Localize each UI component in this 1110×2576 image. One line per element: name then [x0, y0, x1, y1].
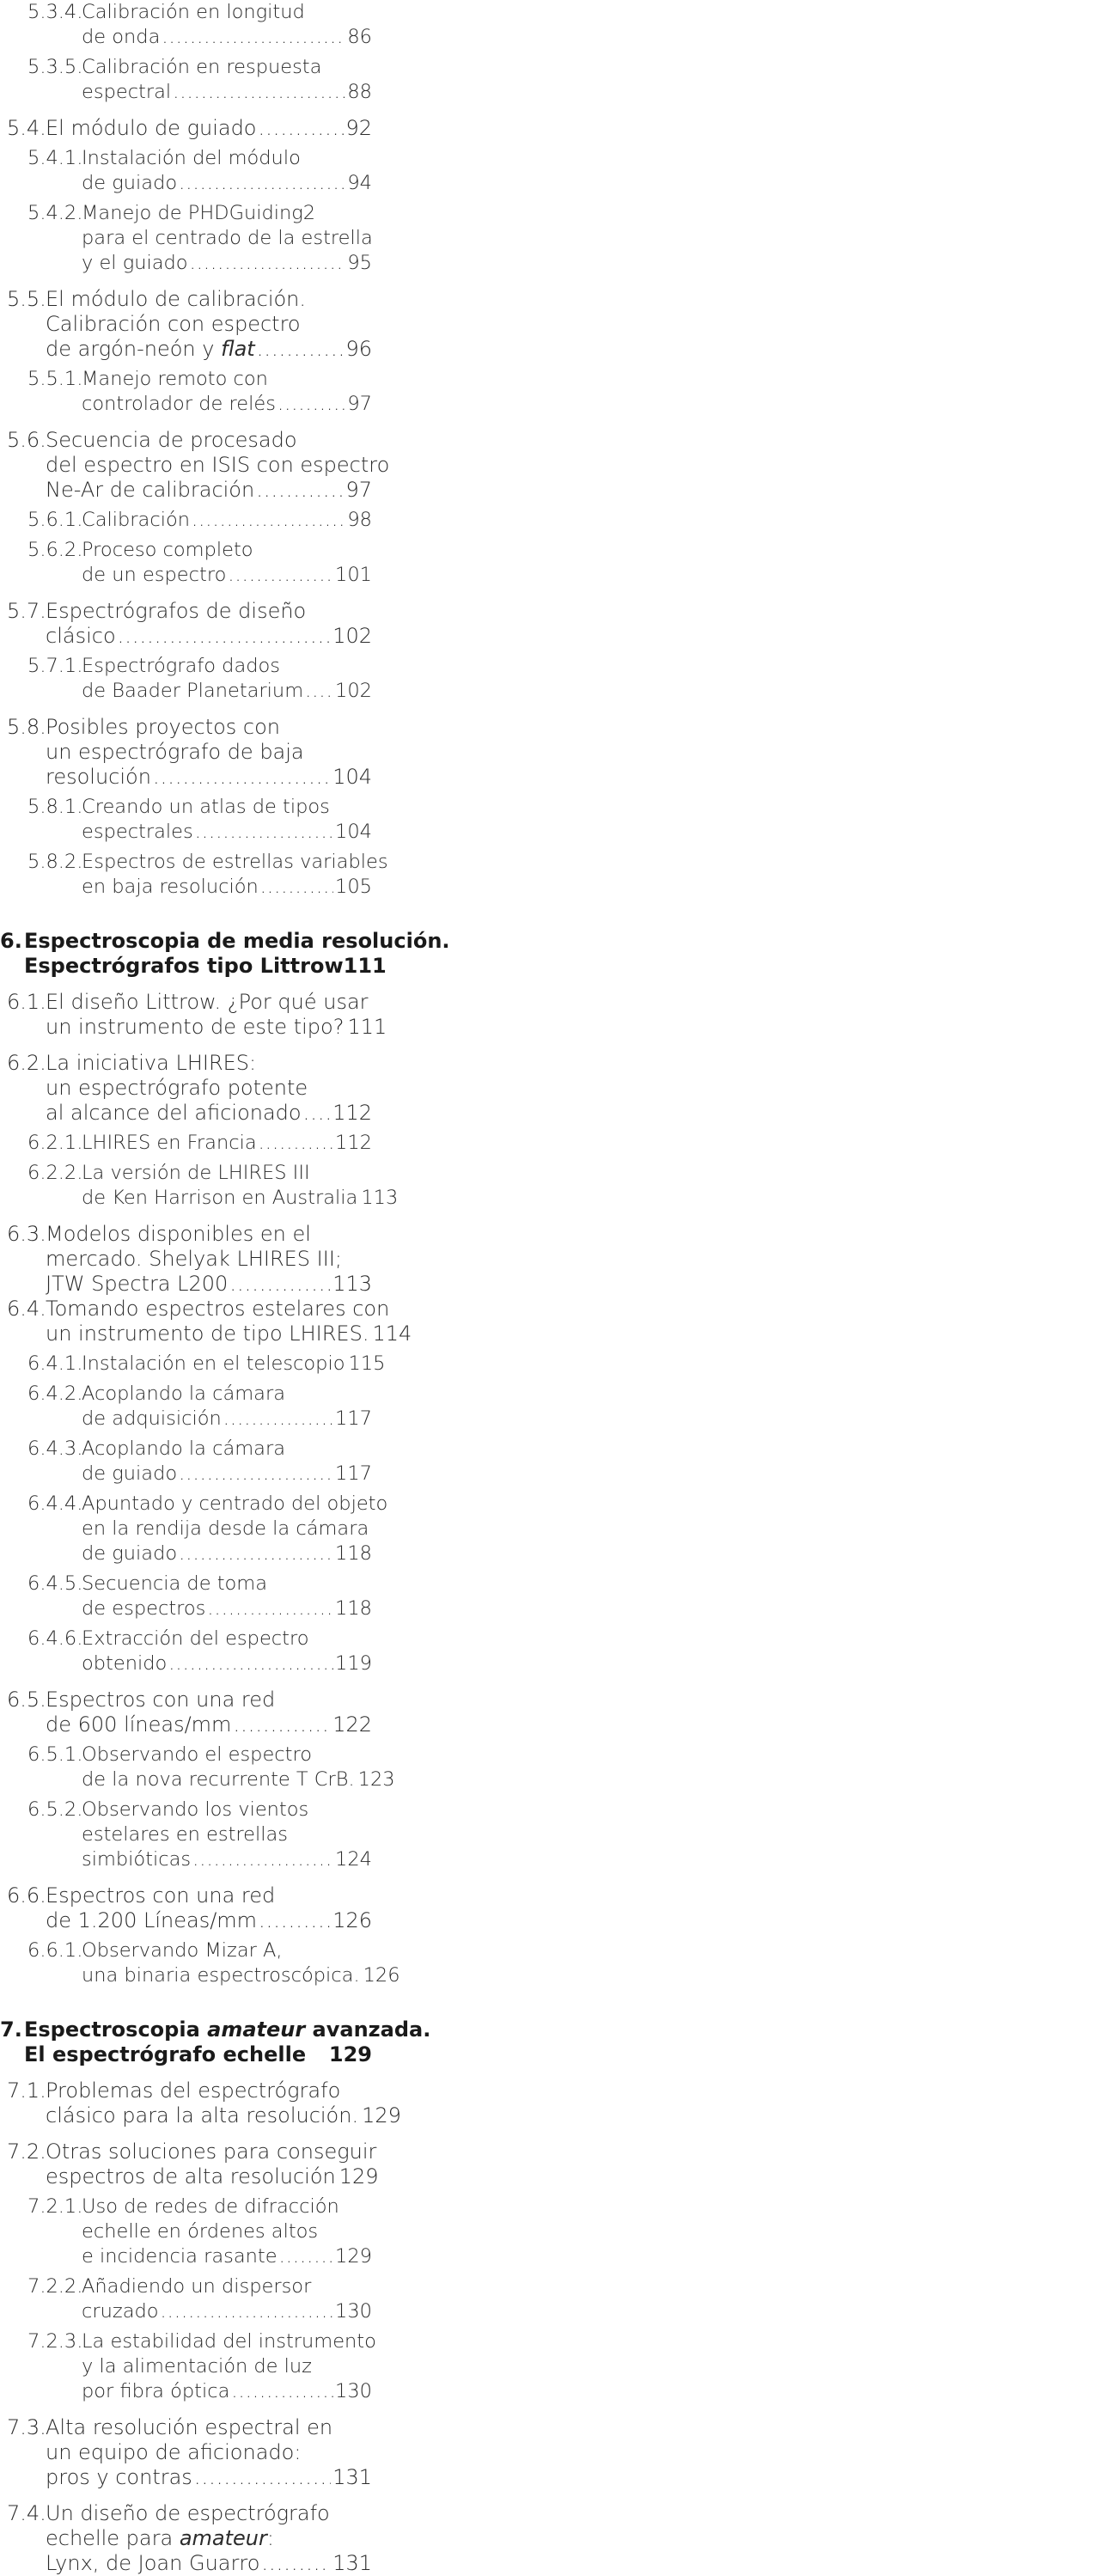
toc-entry-title-line: Posibles proyectos con — [46, 715, 281, 739]
toc-entry-number: 6.5. — [7, 1688, 46, 1712]
toc-entry-title-line: Otras soluciones para conseguir — [46, 2140, 377, 2164]
toc-entry-number: 6.3. — [7, 1222, 46, 1246]
toc-entry — [0, 1131, 372, 1156]
toc-entry-title-line: Espectros con una red — [46, 1688, 276, 1712]
toc-entry — [0, 990, 387, 1040]
toc-page-number: 130 — [335, 2380, 372, 2402]
toc-entry-title-line: clásico para la alta resolución. — [46, 2103, 359, 2127]
toc-page-number: 112 — [335, 1132, 372, 1154]
toc-entry-number: 5.6.1. — [27, 509, 83, 531]
dot-leader — [259, 1131, 333, 1156]
toc-entry-title-line: de 1.200 Líneas/mm — [46, 1908, 258, 1932]
toc-page-number: 96 — [345, 337, 372, 361]
toc-entry-title-last-line — [0, 1015, 387, 1040]
toc-entry-title-line: echelle en órdenes altos — [82, 2220, 319, 2243]
toc-entry-number: 6.4.2. — [27, 1383, 83, 1405]
toc-entry — [0, 201, 372, 276]
toc-entry — [0, 2501, 372, 2576]
toc-entry-title-line: de guiado — [82, 172, 178, 194]
toc-entry — [0, 2329, 376, 2404]
dot-leader — [118, 624, 332, 649]
toc-entry — [0, 1743, 395, 1792]
dot-leader — [162, 25, 345, 50]
toc-entry-number: 7.2. — [7, 2140, 46, 2164]
toc-entry-title-line: Espectrógrafos tipo Littrow — [24, 954, 344, 978]
toc-entry — [0, 1161, 399, 1211]
dot-leader — [229, 1272, 331, 1297]
toc-page-number: 114 — [372, 1322, 412, 1346]
toc-page-number: 129 — [328, 2042, 372, 2066]
toc-page-number: 112 — [332, 1101, 372, 1125]
toc-entry — [0, 795, 372, 845]
toc-entry-title-last-line — [0, 1407, 372, 1431]
toc-entry-title-line: espectrales — [82, 821, 193, 843]
toc-page-number: 86 — [347, 26, 372, 48]
toc-entry-title-line: mercado. Shelyak LHIRES III; — [46, 1247, 342, 1271]
toc-page-number: 97 — [347, 393, 372, 415]
toc-entry-title-last-line — [0, 624, 372, 649]
toc-page-number: 92 — [345, 116, 372, 140]
toc-entry-number: 6.5.1. — [27, 1743, 83, 1766]
toc-entry-title-last-line — [0, 875, 372, 900]
toc-page-number: 115 — [348, 1352, 386, 1375]
toc-page-number: 117 — [335, 1462, 372, 1485]
dot-leader — [179, 171, 345, 196]
dot-leader — [231, 2379, 333, 2404]
toc-entry-number: 5.8.2. — [27, 851, 83, 873]
toc-entry-number: 7.3. — [7, 2415, 46, 2439]
toc-entry — [0, 1572, 372, 1621]
toc-entry-title-last-line — [0, 2244, 372, 2269]
toc-entry-title-line: de argón-neón y flat — [46, 337, 255, 361]
toc-entry-title-last-line — [0, 679, 372, 704]
toc-entry-number: 5.5.1. — [27, 368, 83, 390]
toc-entry-title-line: El módulo de calibración. — [46, 287, 307, 311]
toc-entry-title-last-line — [0, 1462, 372, 1486]
toc-entry-title-line: La estabilidad del instrumento — [82, 2330, 376, 2353]
toc-entry-title-line: Secuencia de procesado — [46, 428, 297, 452]
toc-entry-title-line: Espectroscopia amateur avanzada. — [24, 2017, 431, 2042]
toc-entry-title-line: Lynx, de Joan Guarro — [46, 2551, 260, 2575]
toc-entry-number: 5.8. — [7, 715, 46, 739]
toc-entry-title-last-line — [0, 1186, 399, 1211]
toc-entry-title-last-line — [0, 2551, 372, 2576]
dot-leader — [228, 563, 333, 588]
toc-entry — [0, 1798, 372, 1872]
toc-entry-title-line: Espectros de estrellas variables — [82, 851, 388, 873]
toc-entry-number: 5.6. — [7, 428, 46, 452]
toc-page-number: 129 — [362, 2103, 401, 2127]
toc-page-number: 119 — [335, 1652, 372, 1675]
dot-leader — [261, 2551, 331, 2576]
toc-page-number: 101 — [335, 564, 372, 586]
toc-entry-title-line: de adquisición — [82, 1407, 222, 1430]
toc-entry-title-line: de 600 líneas/mm — [46, 1712, 232, 1737]
toc-entry-title-line: Problemas del espectrógrafo — [46, 2079, 341, 2103]
toc-page-number: 130 — [335, 2300, 372, 2323]
toc-entry-number: 6.1. — [7, 990, 46, 1014]
toc-entry-number: 6.2.1. — [27, 1132, 83, 1154]
toc-entry-number: 7.2.2. — [27, 2275, 83, 2298]
toc-entry-number: 6. — [0, 929, 22, 953]
dot-leader — [256, 478, 344, 503]
toc-entry-title-line: Añadiendo un dispersor — [82, 2275, 312, 2298]
toc-entry — [0, 538, 372, 588]
toc-entry-title-line: Creando un atlas de tipos — [82, 796, 330, 818]
toc-entry-number: 6.4.6. — [27, 1627, 83, 1650]
toc-entry-title-line: Acoplando la cámara — [82, 1383, 286, 1405]
toc-entry-title-line: Espectros con una red — [46, 1883, 276, 1908]
toc-entry-title-last-line — [0, 1541, 372, 1566]
toc-entry — [0, 2140, 379, 2189]
toc-entry-number: 5.6.2. — [27, 539, 83, 561]
toc-page-number: 105 — [335, 876, 372, 898]
toc-entry-title-last-line — [0, 954, 387, 979]
toc-entry-number: 6.4.4. — [27, 1492, 83, 1515]
toc-entry-title-line: una binaria espectroscópica. — [82, 1964, 360, 1987]
dot-leader — [233, 1712, 331, 1737]
toc-entry — [0, 1382, 372, 1431]
toc-page-number: 117 — [335, 1407, 372, 1430]
toc-entry-title-line: de Ken Harrison en Australia — [82, 1187, 358, 1209]
toc-page-number: 118 — [335, 1597, 372, 1620]
toc-entry-number: 6.4. — [7, 1297, 46, 1321]
dot-leader — [192, 508, 345, 533]
dot-leader — [258, 116, 344, 141]
toc-page-number: 98 — [347, 509, 372, 531]
toc-entry — [0, 1938, 400, 1988]
toc-entry-title-line: clásico — [46, 624, 116, 648]
toc-entry-number: 7. — [0, 2017, 22, 2042]
dot-leader — [260, 875, 333, 900]
dot-leader — [257, 337, 345, 362]
toc-entry-title-line: de guiado — [82, 1462, 178, 1485]
toc-entry-number: 6.2. — [7, 1051, 46, 1075]
toc-entry-title-line: Manejo remoto con — [82, 368, 268, 390]
dot-leader — [179, 1541, 333, 1566]
dot-leader — [153, 765, 331, 790]
toc-entry-title-line: Observando Mizar A, — [82, 1939, 283, 1962]
toc-page-number: 95 — [347, 252, 372, 274]
toc-entry-title-line: Manejo de PHDGuiding2 — [82, 202, 316, 224]
toc-entry-title-line: Espectrógrafo dados — [82, 655, 280, 677]
dot-leader — [207, 1596, 333, 1621]
toc-entry-title-line: Calibración con espectro — [46, 312, 301, 336]
toc-entry-title-line: un instrumento de tipo LHIRES. — [46, 1322, 369, 1346]
toc-entry-title-line: El módulo de guiado — [46, 116, 257, 140]
toc-entry-title-line: echelle para amateur: — [46, 2526, 274, 2550]
dot-leader — [179, 1462, 333, 1486]
toc-entry-number: 5.8.1. — [27, 796, 83, 818]
toc-entry-title-line: de espectros — [82, 1597, 206, 1620]
toc-entry — [0, 1883, 372, 1933]
toc-entry — [0, 367, 372, 417]
toc-page-number: 111 — [343, 954, 387, 978]
toc-entry-title-line: de onda — [82, 26, 161, 48]
toc-entry-title-line: obtenido — [82, 1652, 168, 1675]
toc-entry — [0, 1688, 372, 1737]
toc-entry-title-line: en la rendija desde la cámara — [82, 1517, 369, 1540]
toc-entry-title-last-line — [0, 820, 372, 845]
toc-page-number: 88 — [347, 81, 372, 103]
toc-entry-title-line: espectros de alta resolución — [46, 2164, 336, 2188]
toc-entry-title-last-line — [0, 2379, 372, 2404]
toc-entry-title-line: Acoplando la cámara — [82, 1438, 286, 1460]
toc-page-number: 122 — [332, 1712, 372, 1737]
toc-entry-title-last-line — [0, 2299, 372, 2324]
toc-entry-title-last-line — [0, 2465, 372, 2490]
toc-entry-number: 5.3.4. — [27, 1, 83, 23]
toc-page-number: 126 — [332, 1908, 372, 1932]
toc-entry — [0, 1051, 372, 1126]
toc-entry — [0, 850, 388, 900]
toc-entry-title-line: de guiado — [82, 1542, 178, 1565]
toc-entry-title-line: y la alimentación de luz — [82, 2355, 312, 2378]
toc-entry-title-line: estelares en estrellas — [82, 1823, 288, 1846]
toc-page-number: 104 — [335, 821, 372, 843]
toc-entry-number: 5.7.1. — [27, 655, 83, 677]
dot-leader — [223, 1407, 333, 1431]
toc-entry-title-line: LHIRES en Francia — [82, 1132, 257, 1154]
dot-leader — [173, 80, 345, 105]
toc-entry-title-last-line — [0, 1322, 412, 1346]
toc-entry-number: 5.3.5. — [27, 56, 83, 78]
toc-entry-number: 5.4. — [7, 116, 46, 140]
toc-entry-title-last-line — [0, 2042, 372, 2067]
toc-entry-number: 7.2.3. — [27, 2330, 83, 2353]
toc-entry-title-last-line — [0, 2164, 379, 2189]
toc-entry — [0, 508, 372, 533]
toc-entry — [0, 2079, 401, 2128]
toc-entry-title-last-line — [0, 1651, 372, 1676]
toc-entry-title-line: un instrumento de este tipo? — [46, 1015, 345, 1039]
toc-entry-title-line: Alta resolución espectral en — [46, 2415, 333, 2439]
toc-entry-title-line: Instalación del módulo — [82, 147, 301, 169]
toc-entry-title-line: Uso de redes de difracción — [82, 2195, 339, 2218]
toc-entry-title-last-line — [0, 1963, 400, 1988]
dot-leader — [161, 2299, 334, 2324]
toc-page-number: 124 — [335, 1848, 372, 1871]
toc-entry-number: 5.7. — [7, 599, 46, 623]
toc-entry — [0, 599, 372, 649]
dot-leader — [195, 820, 333, 845]
toc-page-number: 97 — [345, 478, 372, 502]
toc-page-number: 129 — [335, 2245, 372, 2268]
toc-entry-title-line: Secuencia de toma — [82, 1572, 267, 1595]
toc-entry — [0, 0, 372, 50]
toc-entry-title-line: La versión de LHIRES III — [82, 1162, 310, 1184]
toc-entry — [0, 715, 372, 790]
toc-entry-title-line: El espectrógrafo echelle — [24, 2042, 307, 2066]
toc-entry-title-line: Modelos disponibles en el — [46, 1222, 311, 1246]
toc-entry-title-line: El diseño Littrow. ¿Por qué usar — [46, 990, 369, 1014]
toc-entry-number: 7.1. — [7, 2079, 46, 2103]
toc-entry-title-last-line — [0, 1272, 372, 1297]
toc-entry-title-line: de un espectro — [82, 564, 227, 586]
dot-leader — [168, 1651, 333, 1676]
toc-entry-title-line: Calibración en respuesta — [82, 56, 322, 78]
dot-leader — [259, 1908, 331, 1933]
toc-entry-title-last-line — [0, 563, 372, 588]
toc-entry — [0, 146, 372, 196]
toc-page-number: 126 — [363, 1964, 400, 1987]
toc-entry-title-last-line — [0, 1908, 372, 1933]
toc-entry-title-line: un equipo de aficionado: — [46, 2440, 302, 2464]
toc-entry-title-line: Calibración — [82, 509, 190, 531]
toc-page-number: 123 — [357, 1768, 395, 1791]
toc-entry-number: 6.4.5. — [27, 1572, 83, 1595]
toc-entry-title-last-line — [0, 765, 372, 790]
dot-leader — [305, 679, 333, 704]
toc-entry-number: 6.4.1. — [27, 1352, 83, 1375]
toc-entry — [0, 1437, 372, 1486]
toc-entry — [0, 1492, 388, 1566]
toc-page-number: 131 — [332, 2465, 372, 2489]
toc-chapter — [0, 929, 450, 979]
toc-entry — [0, 287, 372, 362]
toc-entry-title-line: Observando los vientos — [82, 1798, 309, 1821]
toc-page-number: 111 — [347, 1015, 387, 1039]
toc-column-right — [0, 1297, 431, 2576]
toc-entry-title-line: resolución — [46, 765, 151, 789]
toc-entry-title-line: pros y contras — [46, 2465, 192, 2489]
toc-entry-title-last-line — [0, 392, 372, 417]
toc-entry-title-line: Espectrógrafos de diseño — [46, 599, 307, 623]
toc-entry-title-line: y el guiado — [82, 252, 188, 274]
toc-entry-title-line: un espectrógrafo potente — [46, 1076, 308, 1100]
dot-leader — [192, 1847, 333, 1872]
toc-entry — [0, 55, 372, 105]
toc-entry-number: 7.2.1. — [27, 2195, 83, 2218]
toc-entry-title-last-line — [0, 337, 372, 362]
toc-entry-number: 6.6.1. — [27, 1939, 83, 1962]
toc-entry-title-line: de Baader Planetarium — [82, 680, 304, 702]
toc-entry-title-line: controlador de relés — [82, 393, 276, 415]
toc-chapter — [0, 2017, 431, 2067]
dot-leader — [279, 2244, 333, 2269]
toc-page-number: 94 — [347, 172, 372, 194]
toc-entry-title-last-line — [0, 2103, 401, 2128]
toc-entry — [0, 1352, 386, 1377]
dot-leader — [194, 2465, 331, 2490]
toc-page-number: 104 — [332, 765, 372, 789]
toc-entry — [0, 1222, 372, 1297]
toc-entry-number: 5.5. — [7, 287, 46, 311]
toc-entry-title-line: Tomando espectros estelares con — [46, 1297, 390, 1321]
toc-entry-title-line: espectral — [82, 81, 172, 103]
toc-entry-number: 5.4.2. — [27, 202, 83, 224]
toc-entry-title-last-line — [0, 171, 372, 196]
toc-entry-title-line: Proceso completo — [82, 539, 253, 561]
toc-entry — [0, 1627, 372, 1676]
toc-entry-title-last-line — [0, 1596, 372, 1621]
toc-entry-title-line: un espectrógrafo de baja — [46, 740, 304, 764]
toc-entry — [0, 2415, 372, 2490]
toc-page-number: 131 — [332, 2551, 372, 2575]
toc-entry-number: 6.6. — [7, 1883, 46, 1908]
toc-entry — [0, 1297, 412, 1346]
toc-page-number: 113 — [361, 1187, 399, 1209]
toc-page-number: 102 — [335, 680, 372, 702]
toc-entry-title-line: Observando el espectro — [82, 1743, 313, 1766]
toc-entry-title-last-line — [0, 478, 372, 503]
toc-page-number: 118 — [335, 1542, 372, 1565]
toc-entry-title-line: Extracción del espectro — [82, 1627, 309, 1650]
toc-entry-title-line: Espectroscopia de media resolución. — [24, 929, 450, 953]
toc-entry-title-last-line — [0, 1101, 372, 1126]
toc-entry-title-line: por fibra óptica — [82, 2380, 230, 2402]
dot-leader — [278, 392, 345, 417]
toc-entry-title-line: JTW Spectra L200 — [46, 1272, 229, 1296]
toc-entry — [0, 654, 372, 704]
toc-entry-title-line: de la nova recurrente T CrB. — [82, 1768, 355, 1791]
toc-entry-title-line: La iniciativa LHIRES: — [46, 1051, 257, 1075]
toc-entry-number: 6.4.3. — [27, 1438, 83, 1460]
toc-entry-title-line: del espectro en ISIS con espectro — [46, 453, 390, 477]
toc-entry — [0, 2194, 372, 2269]
toc-entry — [0, 2274, 372, 2324]
toc-entry-title-last-line — [0, 80, 372, 105]
toc-entry-title-line: para el centrado de la estrella — [82, 227, 373, 249]
toc-entry-title-line: cruzado — [82, 2300, 159, 2323]
toc-entry-title-line: Apuntado y centrado del objeto — [82, 1492, 388, 1515]
toc-entry-title-last-line — [0, 1767, 395, 1792]
toc-entry-title-line: Un diseño de espectrógrafo — [46, 2501, 330, 2525]
toc-entry-number: 6.5.2. — [27, 1798, 83, 1821]
toc-entry — [0, 116, 372, 141]
toc-entry-title-line: Calibración en longitud — [82, 1, 305, 23]
toc-entry — [0, 428, 390, 503]
dot-leader — [190, 251, 346, 276]
toc-entry-title-line: en baja resolución — [82, 876, 259, 898]
toc-column-left — [0, 0, 450, 1297]
toc-page-number: 129 — [338, 2164, 379, 2188]
toc-page-number: 102 — [332, 624, 372, 648]
toc-entry-title-line: Instalación en el telescopio — [82, 1352, 345, 1375]
toc-entry-number: 5.4.1. — [27, 147, 83, 169]
toc-entry-number: 6.2.2. — [27, 1162, 83, 1184]
toc-entry-title-line: Ne-Ar de calibración — [46, 478, 255, 502]
toc-entry-title-line: al alcance del aficionado — [46, 1101, 302, 1125]
toc-entry-title-last-line — [0, 116, 372, 141]
toc-entry-number: 7.4. — [7, 2501, 46, 2525]
toc-entry-title-line: e incidencia rasante — [82, 2245, 278, 2268]
toc-page-number: 113 — [332, 1272, 372, 1296]
toc-entry-title-last-line — [0, 251, 372, 276]
dot-leader — [303, 1101, 332, 1126]
toc-entry-title-last-line — [0, 1847, 372, 1872]
toc-entry-title-line: simbióticas — [82, 1848, 192, 1871]
toc-entry-title-last-line — [0, 25, 372, 50]
toc-entry-title-last-line — [0, 1712, 372, 1737]
